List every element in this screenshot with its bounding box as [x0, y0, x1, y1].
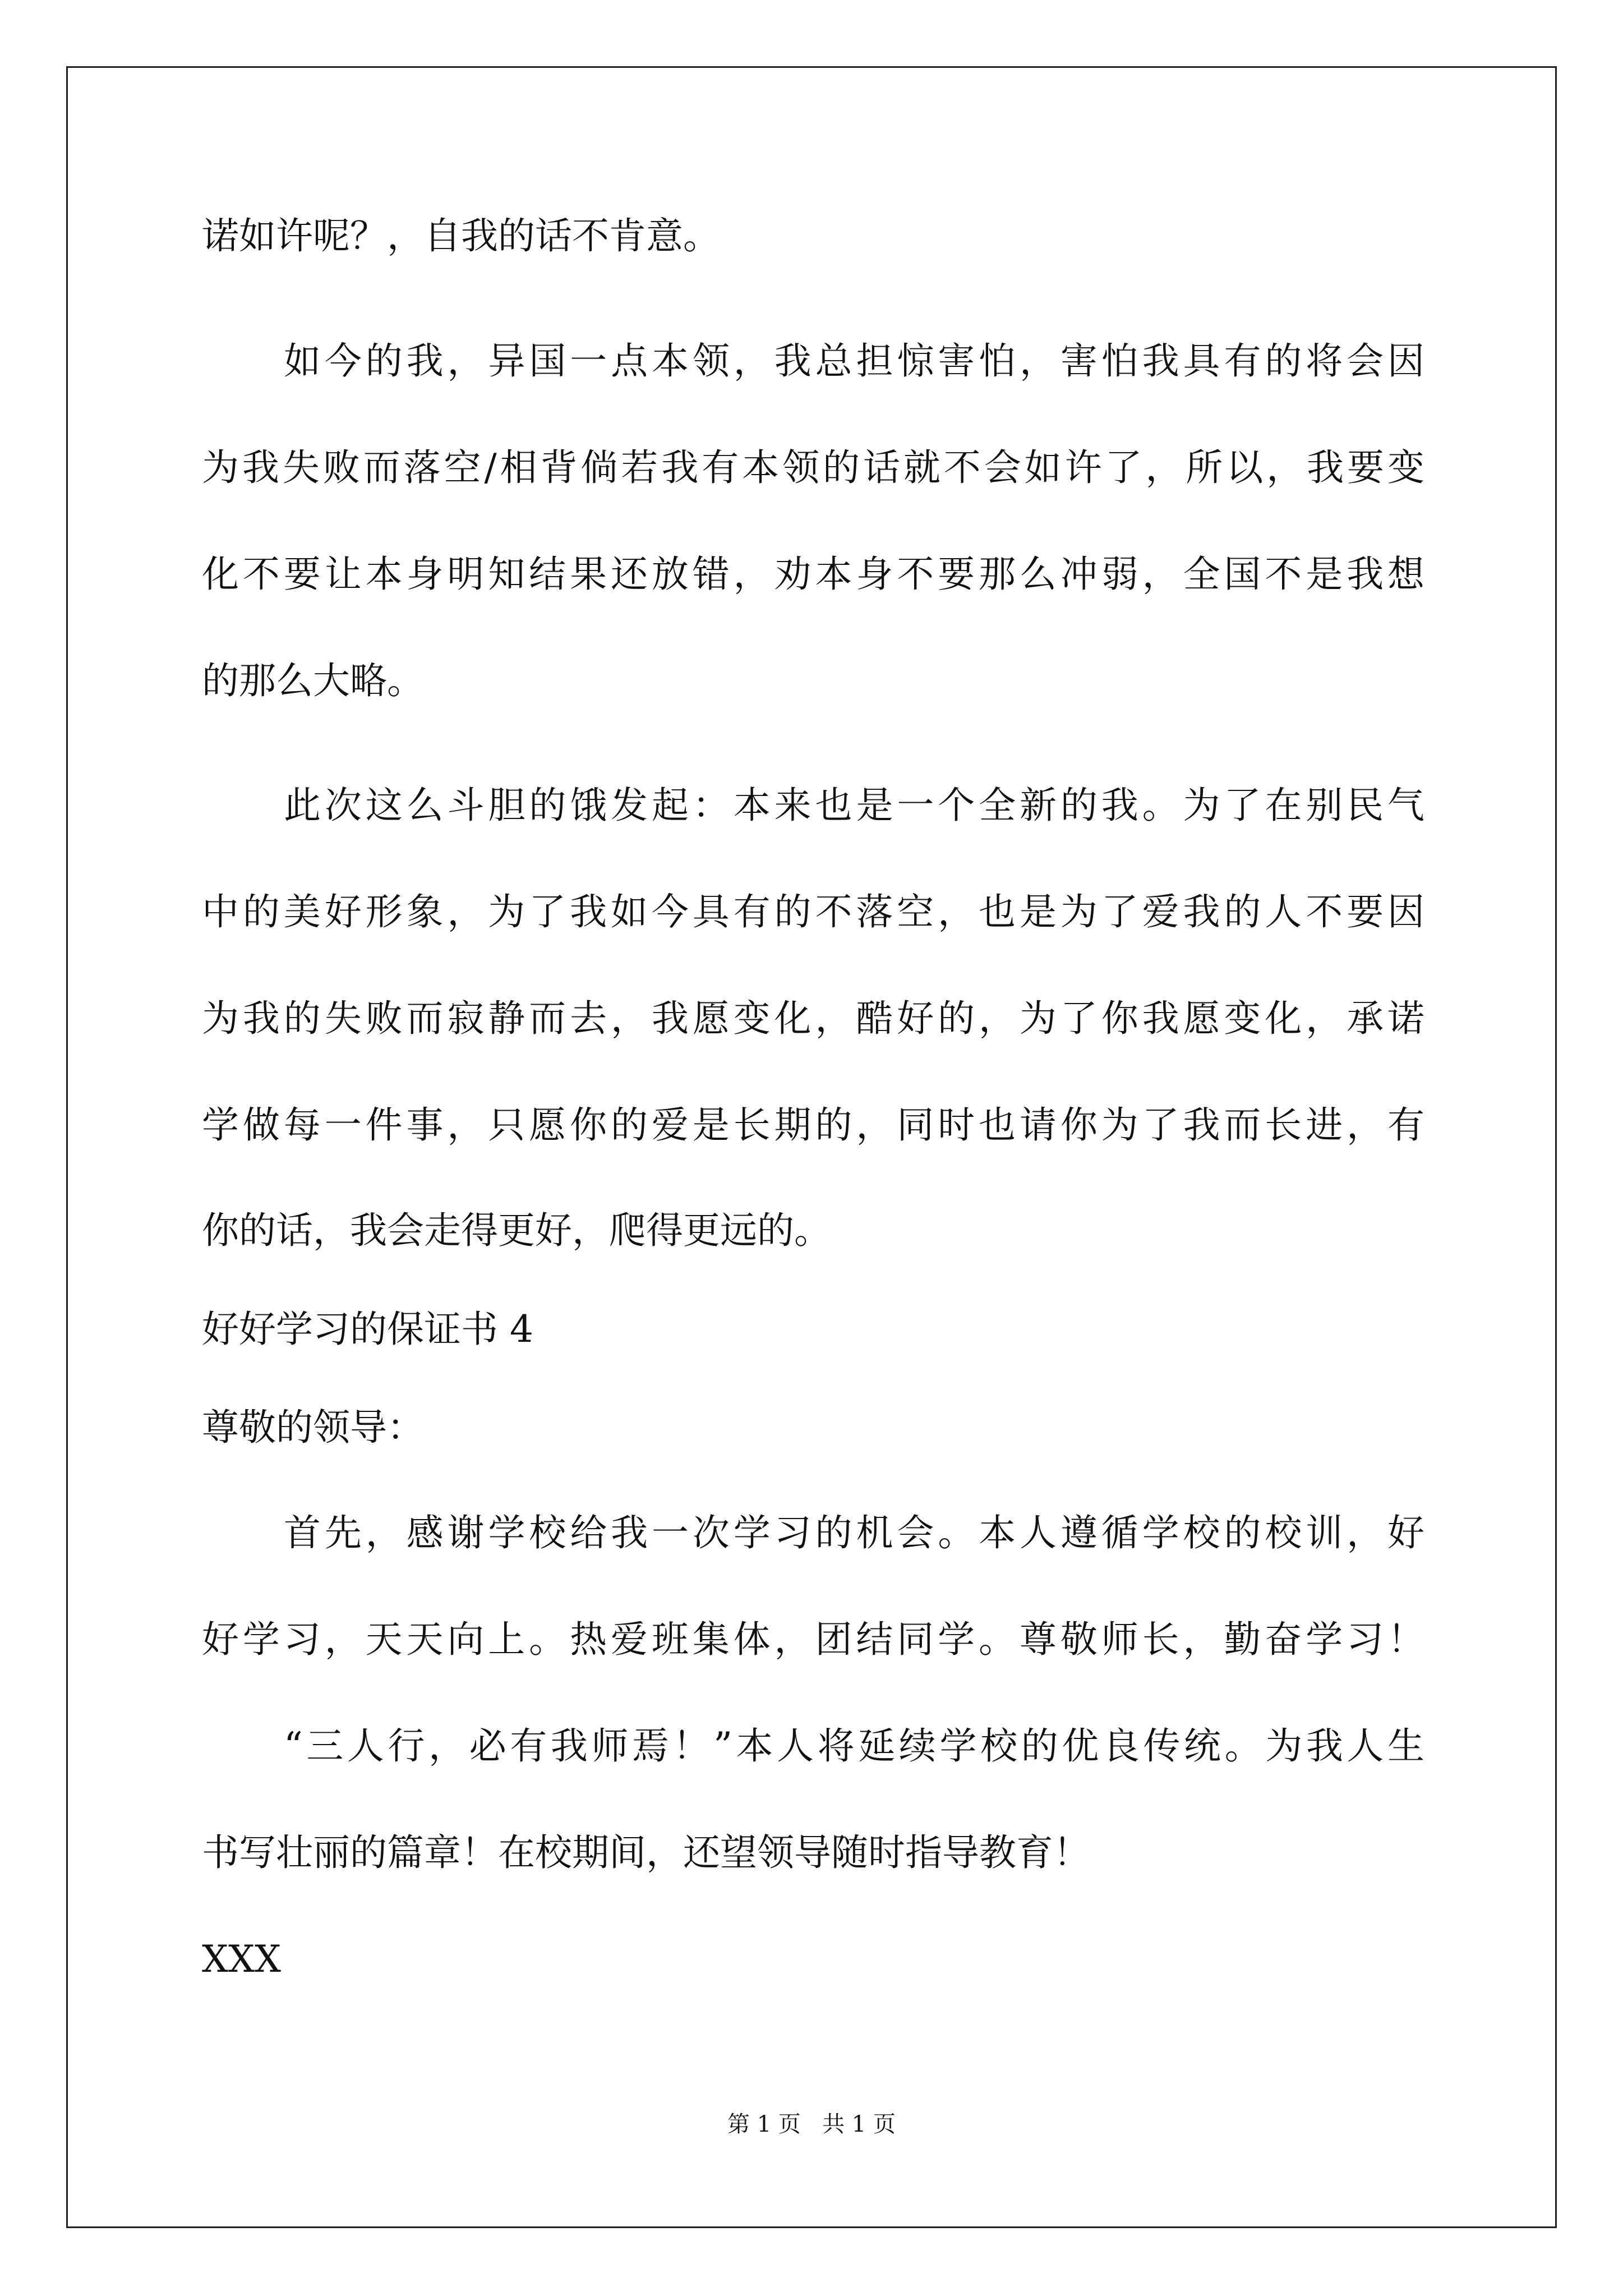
text-line: 的那么大略。: [202, 659, 424, 702]
section-heading: 好好学习的保证书 4: [202, 1308, 533, 1351]
text-line: 你的话，我会走得更好，爬得更远的。: [202, 1209, 831, 1252]
text-line: 诺如许呢？，自我的话不肯意。: [202, 214, 720, 257]
paragraph-first-line: 此次这么斗胆的饿发起：本来也是一个全新的我。为了在别民气: [284, 784, 1424, 827]
text-line: 学做每一件事，只愿你的爱是长期的，同时也请你为了我而长进，有: [202, 1103, 1424, 1147]
text-line: 化不要让本身明知结果还放错，劝本身不要那么冲弱，全国不是我想: [202, 553, 1424, 596]
signature: XXX: [202, 1938, 281, 1981]
text-line: 为我的失败而寂静而去，我愿变化，酷好的，为了你我愿变化，承诺: [202, 997, 1424, 1040]
paragraph-first-line: 首先，感谢学校给我一次学习的机会。本人遵循学校的校训，好: [284, 1511, 1424, 1554]
paragraph-first-line: “三人行，必有我师焉！”本人将延续学校的优良传统。为我人生: [284, 1724, 1424, 1768]
paragraph-first-line: 如今的我，异国一点本领，我总担惊害怕，害怕我具有的将会因: [284, 339, 1424, 383]
text-line: 书写壮丽的篇章！在校期间，还望领导随时指导教育！: [202, 1831, 1090, 1874]
salutation: 尊敬的领导：: [202, 1406, 424, 1449]
text-line: 为我失败而落空/相背倘若我有本领的话就不会如许了，所以，我要变: [202, 446, 1424, 489]
text-line: 中的美好形象，为了我如今具有的不落空，也是为了爱我的人不要因: [202, 890, 1424, 933]
page-number: 第 1 页 共 1 页: [727, 2111, 896, 2137]
text-line: 好学习，天天向上。热爱班集体，团结同学。尊敬师长，勤奋学习！: [202, 1618, 1424, 1661]
